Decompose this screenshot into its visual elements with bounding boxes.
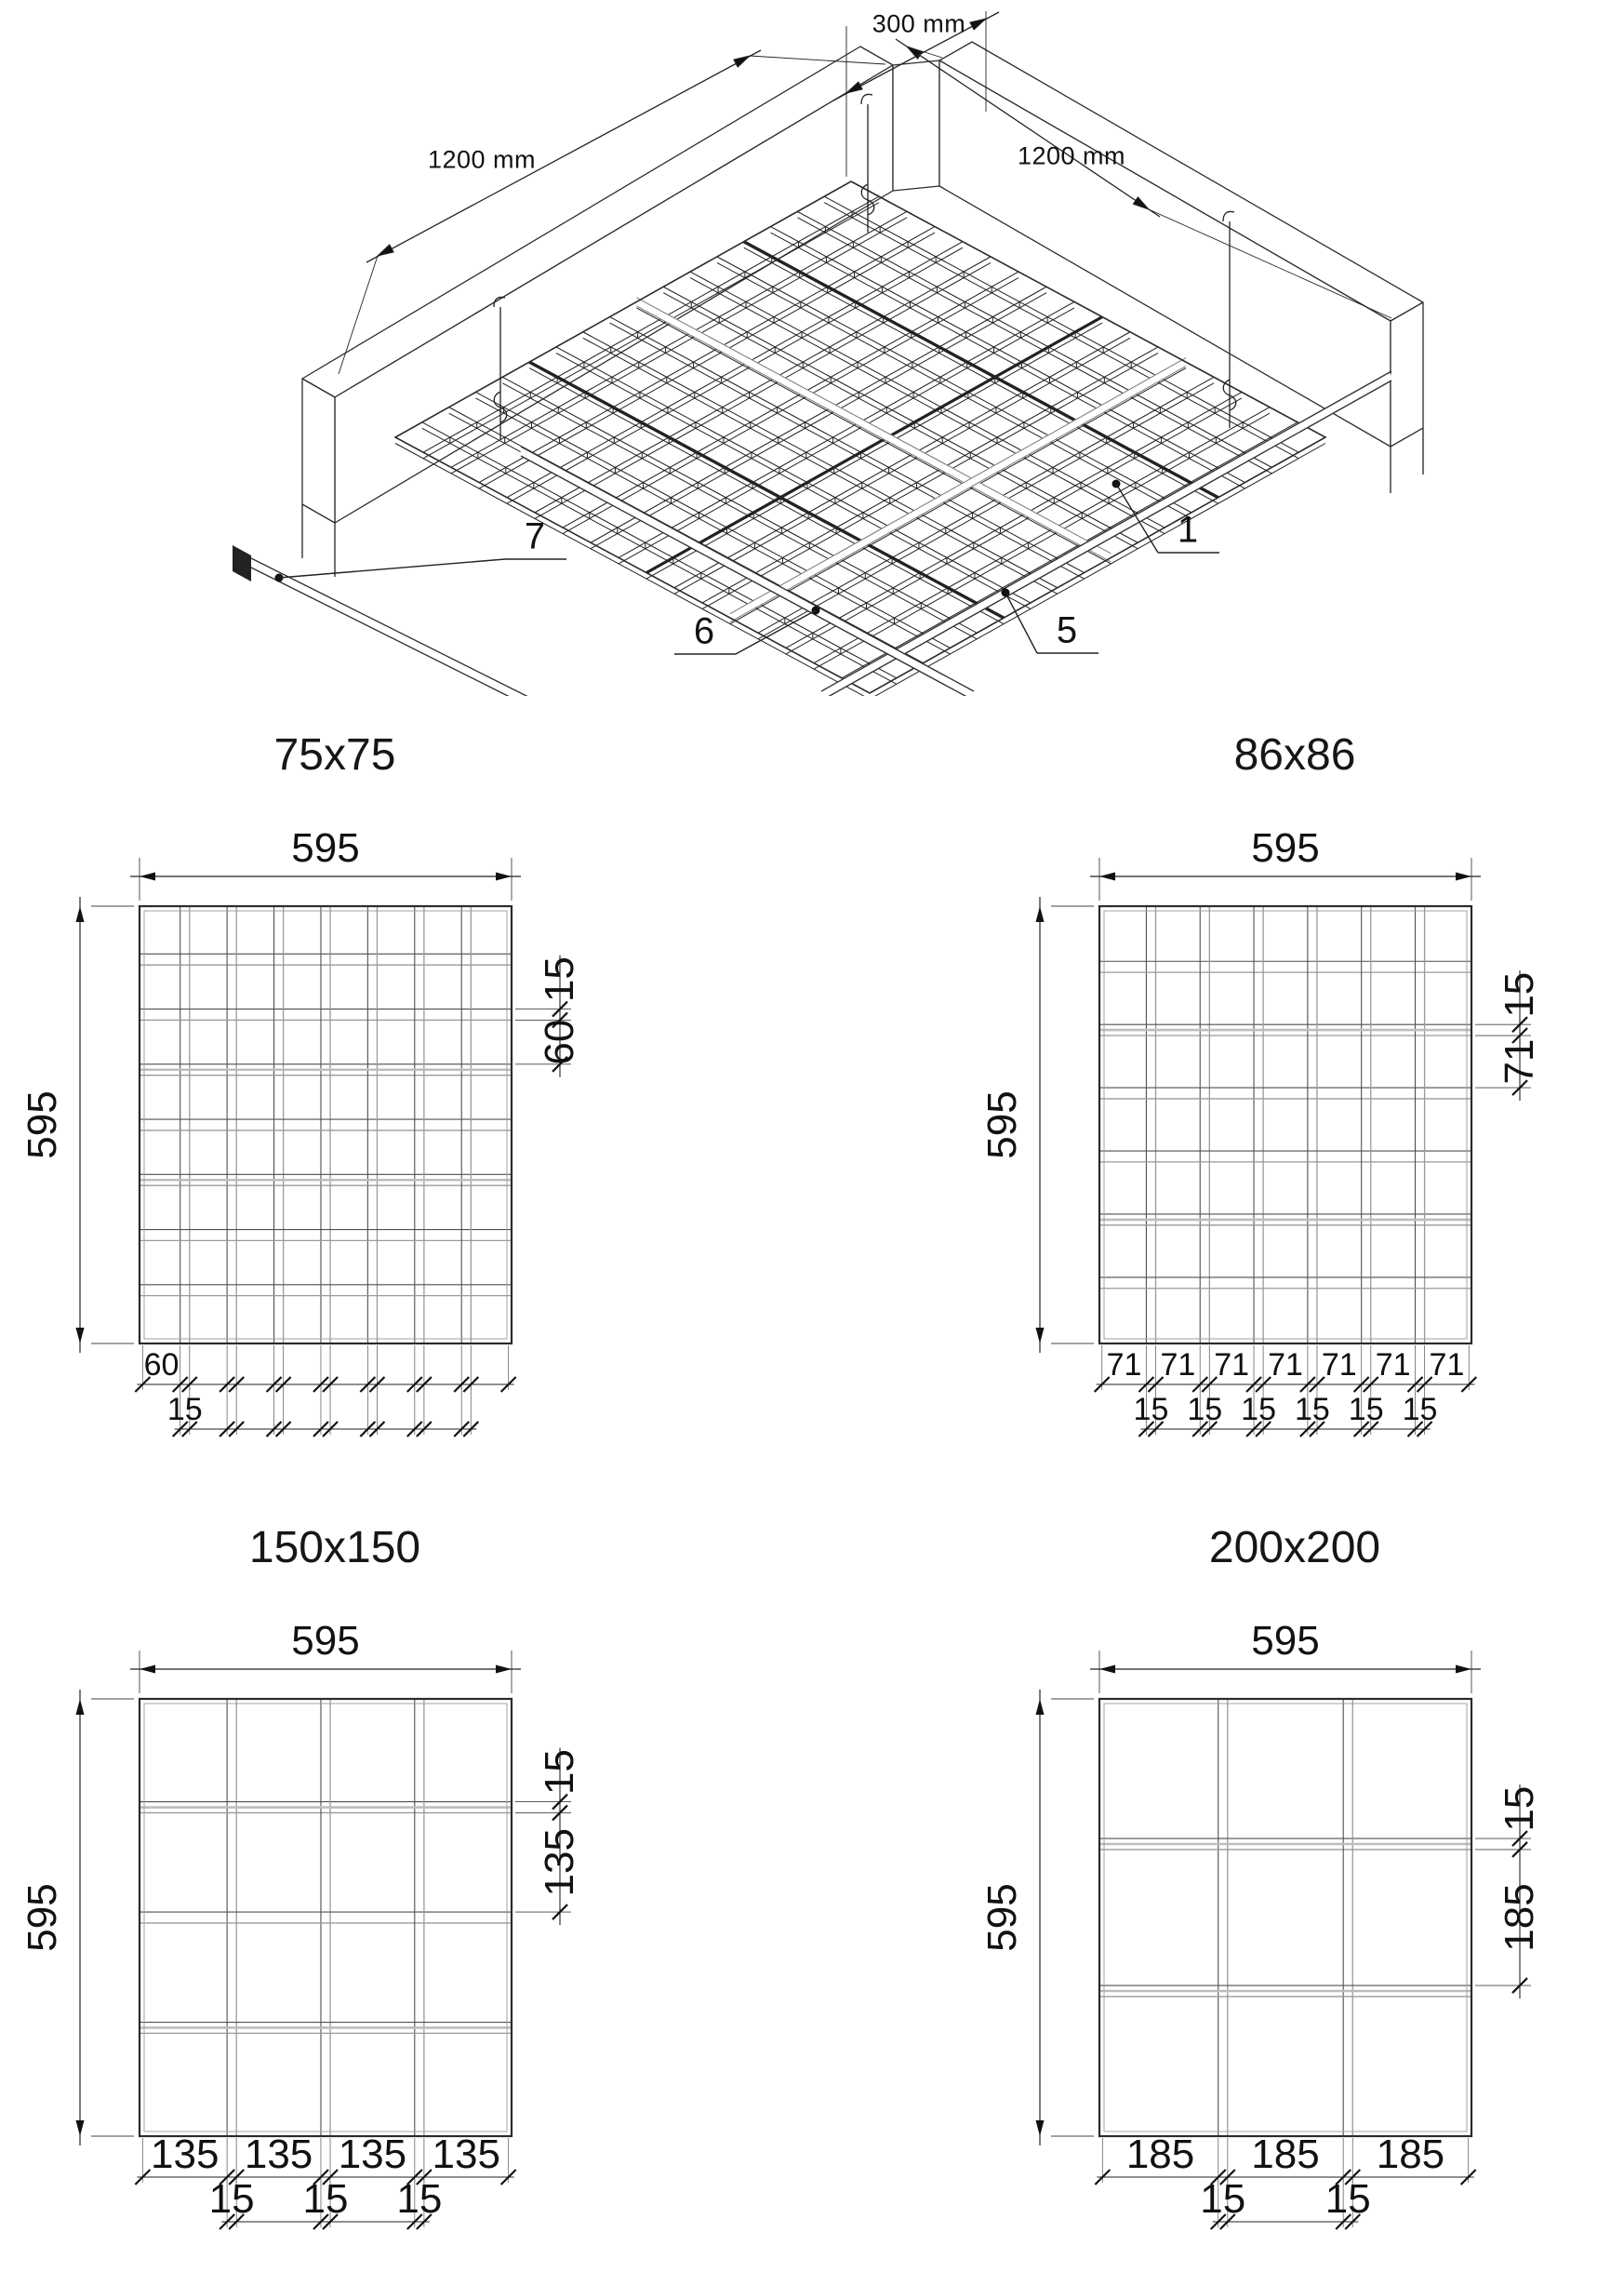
dimension-text: 71 [1321,1347,1357,1383]
dimension-text: 71 [1497,1038,1542,1085]
panel-drawing-75x75 [19,724,660,1459]
top-dimension [130,1618,521,1693]
callout-1-grid-module: 1 [1177,509,1199,551]
dimension-text: 135 [537,1828,582,1897]
right-dimension-chain [515,1748,582,1925]
callout-5-main-runner: 5 [1056,609,1078,651]
left-dimension [979,897,1094,1353]
room-walls [302,42,1423,577]
dimension-text: 60 [143,1347,180,1383]
dimension-text: 595 [20,1883,65,1952]
dimension-text: 185 [1251,2132,1320,2177]
callout-leaders [275,480,1220,655]
dimension-text: 71 [1429,1347,1465,1383]
bottom-dimension-chain [1095,2132,1475,2229]
right-dimension-chain [1475,970,1542,1101]
rail-end-bracket [233,545,251,581]
dimension-text: 15 [396,2176,443,2222]
panel-grid [140,1699,512,2136]
panel-block-75x75 [19,724,660,1459]
dimension-text: 135 [432,2132,500,2177]
panel-title-75x75: 75x75 [273,730,396,780]
panel-grid [140,906,512,1343]
dimension-text: 71 [1268,1347,1303,1383]
dimension-text: 15 [537,1749,582,1796]
dimension-text: 185 [1376,2132,1445,2177]
panel-block-86x86 [978,724,1620,1459]
dimension-text: 15 [166,1392,203,1427]
dimension-text: 15 [1324,2176,1371,2222]
panel-title-86x86: 86x86 [1233,730,1356,780]
dimension-text: 15 [1294,1392,1330,1427]
dimension-text: 595 [979,1883,1025,1952]
dimension-text: 135 [244,2132,313,2177]
dimension-text: 595 [291,825,360,871]
right-dimension-chain [515,956,582,1077]
dimension-text: 15 [537,956,582,1003]
dimension-text: 15 [302,2176,349,2222]
bottom-dimension-chain [135,2132,515,2229]
isometric-ceiling-drawing [0,0,1624,713]
dimension-text: 71 [1106,1347,1142,1383]
corner-column [893,60,939,191]
top-dimension [1090,825,1481,901]
dimension-text: 15 [1348,1392,1384,1427]
panel-border [140,1699,512,2136]
callout-6-cross-runner: 6 [693,610,715,652]
callout-7-wall-rail: 7 [524,515,546,557]
panel-block-200x200 [978,1517,1620,2252]
panel-grid [1099,906,1471,1343]
panel-drawing-200x200 [978,1517,1620,2252]
dimension-text: 15 [1133,1392,1169,1427]
panel-border [1099,1699,1471,2136]
dimension-text: 185 [1125,2132,1195,2177]
panel-title-200x200: 200x200 [1208,1523,1381,1572]
panel-border [140,906,512,1343]
dimension-text: 71 [1214,1347,1250,1383]
dimension-text: 60 [537,1019,582,1065]
dimension-text: 595 [1251,825,1320,871]
dimension-label-1200-right: 1200 mm [1017,141,1126,170]
right-wall-end-face [1391,302,1423,447]
dimension-text: 15 [1200,2176,1246,2222]
top-dimension [130,825,521,901]
dimension-text: 595 [20,1090,65,1159]
panel-block-150x150 [19,1517,660,2252]
dimension-text: 15 [1497,971,1542,1018]
dimension-text: 15 [208,2176,255,2222]
left-dimension [20,1690,134,2145]
dimension-text: 15 [1241,1392,1277,1427]
panel-grid [1099,1699,1471,2136]
dimension-text: 135 [151,2132,220,2177]
dimension-text: 185 [1497,1883,1542,1952]
bottom-dimension-chain [135,1345,515,1437]
dimension-text: 15 [1187,1392,1223,1427]
panel-drawing-150x150 [19,1517,660,2252]
dimension-text: 135 [338,2132,407,2177]
dimension-text: 595 [291,1618,360,1664]
dimension-label-1200-left: 1200 mm [427,145,537,174]
dimension-label-300-top: 300 mm [872,9,966,38]
left-dimension [979,1690,1094,2145]
dimension-text: 15 [1402,1392,1438,1427]
top-dimension [1090,1618,1481,1693]
panel-title-150x150: 150x150 [248,1523,421,1572]
bottom-dimension-chain [1095,1345,1477,1437]
panel-drawing-86x86 [978,724,1620,1459]
dimension-text: 71 [1160,1347,1196,1383]
left-wall-end-face [302,379,335,523]
right-dimension-chain [1475,1784,1542,1998]
left-dimension [20,897,134,1353]
dimension-text: 15 [1497,1785,1542,1832]
dimension-text: 595 [1251,1618,1320,1664]
dimension-text: 595 [979,1090,1025,1159]
dimension-text: 71 [1375,1347,1411,1383]
